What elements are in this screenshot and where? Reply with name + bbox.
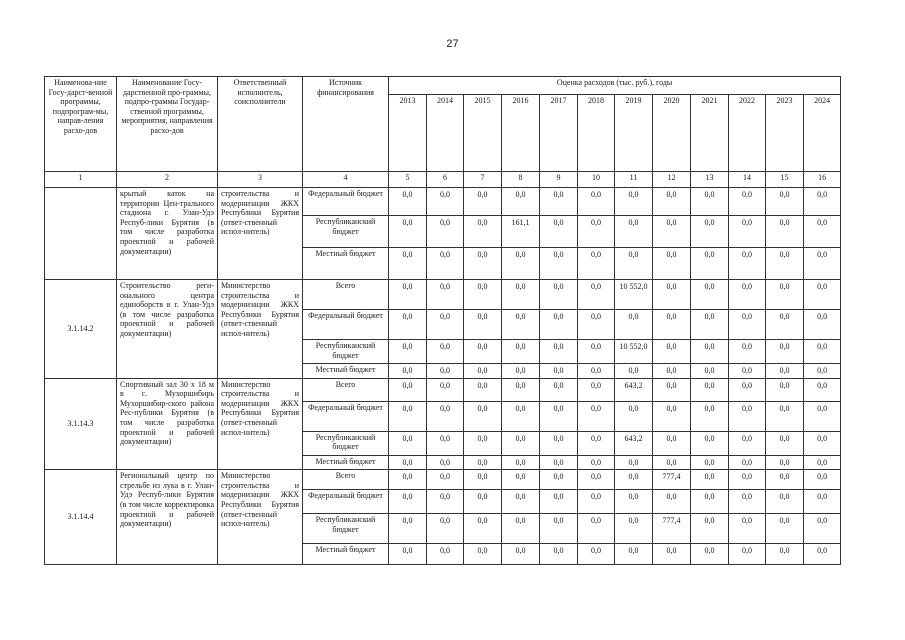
- expense-value: 0,0: [615, 490, 653, 514]
- expense-value: 0,0: [464, 431, 502, 455]
- expense-value: 0,0: [691, 216, 729, 248]
- expense-value: 0,0: [464, 544, 502, 565]
- expense-value: 161,1: [502, 216, 540, 248]
- expense-value: 0,0: [615, 364, 653, 379]
- column-index: 14: [729, 172, 766, 188]
- header-row: [45, 77, 841, 95]
- expense-value: 0,0: [389, 364, 427, 379]
- column-index: 12: [653, 172, 691, 188]
- expense-value: 0,0: [653, 216, 691, 248]
- expense-value: 0,0: [540, 340, 578, 364]
- expense-value: 0,0: [729, 280, 766, 310]
- expense-value: 0,0: [389, 310, 427, 340]
- event-name: Региональный центр по стрельбе из лука в г. Улан-Удэ Респуб-лики Бурятия (в том числе корректировка проектной и рабочей документации): [117, 470, 218, 565]
- expense-value: 0,0: [540, 470, 578, 490]
- column-index: 8: [502, 172, 540, 188]
- expense-value: 0,0: [729, 340, 766, 364]
- expense-value: 0,0: [502, 401, 540, 431]
- funding-source: Федеральный бюджет: [303, 490, 389, 514]
- expense-value: 0,0: [615, 401, 653, 431]
- column-index-row: [45, 172, 841, 188]
- event-name: Спортивный зал 30 х 18 м в с. Мухоршибирь Мухоршибир-ского района Рес-публики Бурятия (в том числе разработка проектной и рабочей документации): [117, 378, 218, 470]
- expense-value: 0,0: [427, 455, 464, 470]
- expense-value: 0,0: [766, 340, 804, 364]
- header-event-name: Наименование Госу-дарственной про-граммы, подпро-граммы Государ-ственной программы, мероприятия, направления расхо-дов: [117, 77, 218, 172]
- expense-value: 0,0: [427, 248, 464, 280]
- expense-value: 0,0: [578, 280, 615, 310]
- expense-value: 0,0: [804, 216, 841, 248]
- expense-value: 0,0: [729, 431, 766, 455]
- expense-value: 0,0: [729, 470, 766, 490]
- expense-value: 0,0: [615, 248, 653, 280]
- expense-value: 0,0: [578, 216, 615, 248]
- expense-value: 0,0: [766, 280, 804, 310]
- expense-value: 0,0: [427, 514, 464, 544]
- expense-value: 0,0: [389, 490, 427, 514]
- expense-value: 0,0: [766, 310, 804, 340]
- column-index: 13: [691, 172, 729, 188]
- expense-value: 0,0: [540, 401, 578, 431]
- funding-source: Местный бюджет: [303, 248, 389, 280]
- expense-value: 0,0: [578, 544, 615, 565]
- expense-value: 0,0: [502, 455, 540, 470]
- table-row: [45, 280, 841, 310]
- expense-value: 0,0: [691, 431, 729, 455]
- expense-value: 0,0: [540, 378, 578, 401]
- expense-value: 0,0: [766, 216, 804, 248]
- event-name: крытый каток на территории Цен-трального стадиона г. Улан-Удэ Респуб-лики Бурятия (в том числе разработка проектной и рабочей документации): [117, 188, 218, 280]
- expense-value: 0,0: [766, 544, 804, 565]
- expense-value: 0,0: [804, 470, 841, 490]
- funding-source: Республиканский бюджет: [303, 340, 389, 364]
- expense-value: 0,0: [464, 470, 502, 490]
- expense-value: 0,0: [427, 378, 464, 401]
- expense-value: 0,0: [653, 455, 691, 470]
- expense-value: 0,0: [464, 514, 502, 544]
- expense-value: 0,0: [578, 310, 615, 340]
- expense-value: 0,0: [540, 310, 578, 340]
- event-code: 3.1.14.3: [45, 378, 117, 470]
- expense-value: 0,0: [729, 490, 766, 514]
- funding-source: Местный бюджет: [303, 364, 389, 379]
- header-funding-source: Источник финансирования: [303, 77, 389, 172]
- expense-value: 0,0: [427, 364, 464, 379]
- expense-value: 777,4: [653, 514, 691, 544]
- expense-value: 0,0: [691, 490, 729, 514]
- expense-value: 0,0: [502, 470, 540, 490]
- expense-value: 0,0: [766, 431, 804, 455]
- header-year: 2020: [653, 95, 691, 172]
- expense-value: 0,0: [729, 248, 766, 280]
- expense-value: 777,4: [653, 470, 691, 490]
- header-year: 2015: [464, 95, 502, 172]
- expense-value: 0,0: [389, 378, 427, 401]
- expense-value: 0,0: [804, 514, 841, 544]
- expense-value: 0,0: [729, 310, 766, 340]
- expense-value: 0,0: [427, 401, 464, 431]
- expense-value: 0,0: [578, 431, 615, 455]
- expense-value: 0,0: [691, 310, 729, 340]
- header-expense-estimate: Оценка расходов (тыс. руб.), годы: [389, 77, 841, 95]
- expense-value: 10 552,0: [615, 280, 653, 310]
- expense-value: 0,0: [804, 188, 841, 216]
- header-year: 2017: [540, 95, 578, 172]
- expense-value: 10 552,0: [615, 340, 653, 364]
- header-year: 2014: [427, 95, 464, 172]
- expense-value: 0,0: [578, 340, 615, 364]
- expense-value: 0,0: [427, 280, 464, 310]
- funding-source: Всего: [303, 470, 389, 490]
- expense-value: 0,0: [540, 364, 578, 379]
- expense-value: 0,0: [427, 340, 464, 364]
- expense-value: 0,0: [578, 470, 615, 490]
- header-year: 2024: [804, 95, 841, 172]
- expense-value: 0,0: [691, 280, 729, 310]
- expense-value: 0,0: [691, 340, 729, 364]
- expense-value: 0,0: [427, 470, 464, 490]
- funding-source: Федеральный бюджет: [303, 188, 389, 216]
- column-index: 3: [218, 172, 303, 188]
- expense-value: 0,0: [729, 455, 766, 470]
- expense-value: 0,0: [389, 340, 427, 364]
- column-index: 1: [45, 172, 117, 188]
- expense-value: 0,0: [766, 378, 804, 401]
- expense-value: 0,0: [691, 470, 729, 490]
- table-body: [45, 77, 841, 565]
- expense-value: 643,2: [615, 431, 653, 455]
- expense-value: 0,0: [540, 544, 578, 565]
- expense-value: 0,0: [804, 401, 841, 431]
- expense-value: 0,0: [691, 188, 729, 216]
- expense-value: 0,0: [653, 401, 691, 431]
- expense-value: 643,2: [615, 378, 653, 401]
- expense-value: 0,0: [578, 455, 615, 470]
- header-year: 2023: [766, 95, 804, 172]
- expense-value: 0,0: [502, 340, 540, 364]
- expense-value: 0,0: [464, 401, 502, 431]
- expense-value: 0,0: [502, 490, 540, 514]
- expense-value: 0,0: [653, 378, 691, 401]
- expense-value: 0,0: [502, 248, 540, 280]
- expense-value: 0,0: [502, 514, 540, 544]
- expense-value: 0,0: [427, 216, 464, 248]
- page-number: 27: [446, 38, 459, 50]
- expense-value: 0,0: [804, 364, 841, 379]
- expense-value: 0,0: [464, 340, 502, 364]
- expense-value: 0,0: [540, 431, 578, 455]
- expense-value: 0,0: [615, 544, 653, 565]
- expense-value: 0,0: [502, 544, 540, 565]
- expense-value: 0,0: [427, 310, 464, 340]
- column-index: 7: [464, 172, 502, 188]
- expense-value: 0,0: [389, 514, 427, 544]
- header-executor: Ответственный исполнитель, соисполнители: [218, 77, 303, 172]
- funding-source: Федеральный бюджет: [303, 310, 389, 340]
- expense-value: 0,0: [502, 378, 540, 401]
- expense-value: 0,0: [653, 431, 691, 455]
- expense-value: 0,0: [729, 378, 766, 401]
- column-index: 16: [804, 172, 841, 188]
- expense-value: 0,0: [578, 378, 615, 401]
- table-row: [45, 470, 841, 490]
- column-index: 11: [615, 172, 653, 188]
- header-year: 2022: [729, 95, 766, 172]
- expense-value: 0,0: [502, 310, 540, 340]
- expense-value: 0,0: [804, 248, 841, 280]
- expense-value: 0,0: [427, 431, 464, 455]
- column-index: 4: [303, 172, 389, 188]
- expense-value: 0,0: [615, 514, 653, 544]
- expense-value: 0,0: [653, 364, 691, 379]
- column-index: 5: [389, 172, 427, 188]
- expense-value: 0,0: [578, 364, 615, 379]
- header-year: 2021: [691, 95, 729, 172]
- expense-value: 0,0: [578, 248, 615, 280]
- expense-value: 0,0: [653, 280, 691, 310]
- expense-value: 0,0: [766, 490, 804, 514]
- expense-value: 0,0: [540, 216, 578, 248]
- expense-value: 0,0: [540, 188, 578, 216]
- event-executor: Министерство строительства и модернизации ЖКХ Республики Бурятия (ответ-ственный испол-нитель): [218, 280, 303, 379]
- event-executor: Министерство строительства и модернизации ЖКХ Республики Бурятия (ответ-ственный испол-нитель): [218, 378, 303, 470]
- event-executor: строительства и модернизации ЖКХ Республики Бурятия (ответ-ственный испол-нитель): [218, 188, 303, 280]
- expense-value: 0,0: [691, 455, 729, 470]
- expense-value: 0,0: [729, 364, 766, 379]
- expense-value: 0,0: [653, 248, 691, 280]
- funding-source: Республиканский бюджет: [303, 514, 389, 544]
- expense-value: 0,0: [427, 490, 464, 514]
- expense-value: 0,0: [578, 490, 615, 514]
- expense-value: 0,0: [389, 455, 427, 470]
- expense-value: 0,0: [389, 431, 427, 455]
- expense-value: 0,0: [389, 188, 427, 216]
- expense-value: 0,0: [464, 364, 502, 379]
- expense-value: 0,0: [464, 490, 502, 514]
- expense-value: 0,0: [578, 401, 615, 431]
- header-year: 2016: [502, 95, 540, 172]
- column-index: 6: [427, 172, 464, 188]
- funding-source: Федеральный бюджет: [303, 401, 389, 431]
- column-index: 9: [540, 172, 578, 188]
- expense-value: 0,0: [540, 455, 578, 470]
- expense-value: 0,0: [502, 364, 540, 379]
- header-year: 2019: [615, 95, 653, 172]
- expense-value: 0,0: [691, 378, 729, 401]
- funding-source: Местный бюджет: [303, 455, 389, 470]
- expense-value: 0,0: [729, 216, 766, 248]
- funding-source: Всего: [303, 280, 389, 310]
- expense-value: 0,0: [804, 544, 841, 565]
- expense-value: 0,0: [502, 188, 540, 216]
- event-code: 3.1.14.2: [45, 280, 117, 379]
- expense-value: 0,0: [615, 310, 653, 340]
- expense-value: 0,0: [427, 544, 464, 565]
- budget-table: [44, 76, 841, 565]
- expense-value: 0,0: [464, 455, 502, 470]
- expense-value: 0,0: [691, 364, 729, 379]
- expense-value: 0,0: [389, 216, 427, 248]
- expense-value: 0,0: [691, 514, 729, 544]
- expense-value: 0,0: [804, 455, 841, 470]
- expense-value: 0,0: [502, 431, 540, 455]
- expense-value: 0,0: [729, 514, 766, 544]
- event-code: [45, 188, 117, 280]
- expense-value: 0,0: [578, 188, 615, 216]
- expense-value: 0,0: [766, 248, 804, 280]
- expense-value: 0,0: [691, 544, 729, 565]
- expense-value: 0,0: [464, 378, 502, 401]
- column-index: 15: [766, 172, 804, 188]
- expense-value: 0,0: [540, 490, 578, 514]
- funding-source: Всего: [303, 378, 389, 401]
- expense-value: 0,0: [804, 280, 841, 310]
- expense-value: 0,0: [653, 340, 691, 364]
- expense-value: 0,0: [389, 248, 427, 280]
- expense-value: 0,0: [540, 280, 578, 310]
- expense-value: 0,0: [389, 401, 427, 431]
- expense-value: 0,0: [766, 188, 804, 216]
- event-name: Строительство реги-онального центра единоборств в г. Улан-Удэ (в том числе разработка проектной и рабочей документации): [117, 280, 218, 379]
- table-row: [45, 378, 841, 401]
- expense-value: 0,0: [653, 544, 691, 565]
- expense-value: 0,0: [389, 280, 427, 310]
- expense-value: 0,0: [540, 248, 578, 280]
- column-index: 2: [117, 172, 218, 188]
- expense-value: 0,0: [464, 248, 502, 280]
- expense-value: 0,0: [427, 188, 464, 216]
- expense-value: 0,0: [653, 310, 691, 340]
- expense-value: 0,0: [502, 280, 540, 310]
- event-executor: Министерство строительства и модернизации ЖКХ Республики Бурятия (ответ-ственный испол-нитель): [218, 470, 303, 565]
- expense-value: 0,0: [464, 188, 502, 216]
- expense-value: 0,0: [653, 490, 691, 514]
- header-year: 2013: [389, 95, 427, 172]
- expense-value: 0,0: [766, 364, 804, 379]
- table-row: [45, 188, 841, 216]
- expense-value: 0,0: [615, 216, 653, 248]
- expense-value: 0,0: [464, 280, 502, 310]
- expense-value: 0,0: [766, 401, 804, 431]
- expense-value: 0,0: [766, 470, 804, 490]
- expense-value: 0,0: [766, 514, 804, 544]
- expense-value: 0,0: [691, 401, 729, 431]
- funding-source: Местный бюджет: [303, 544, 389, 565]
- event-code: 3.1.14.4: [45, 470, 117, 565]
- expense-value: 0,0: [615, 470, 653, 490]
- expense-value: 0,0: [691, 248, 729, 280]
- header-year: 2018: [578, 95, 615, 172]
- expense-value: 0,0: [729, 544, 766, 565]
- expense-value: 0,0: [578, 514, 615, 544]
- expense-value: 0,0: [804, 431, 841, 455]
- expense-value: 0,0: [615, 188, 653, 216]
- expense-value: 0,0: [804, 310, 841, 340]
- expense-value: 0,0: [615, 455, 653, 470]
- expense-value: 0,0: [389, 544, 427, 565]
- expense-value: 0,0: [804, 378, 841, 401]
- expense-value: 0,0: [389, 470, 427, 490]
- funding-source: Республиканский бюджет: [303, 216, 389, 248]
- expense-value: 0,0: [804, 340, 841, 364]
- expense-value: 0,0: [464, 216, 502, 248]
- expense-value: 0,0: [653, 188, 691, 216]
- expense-value: 0,0: [540, 514, 578, 544]
- expense-value: 0,0: [464, 310, 502, 340]
- expense-value: 0,0: [766, 455, 804, 470]
- header-program-name: Наименова-ние Госу-дарст-венной программы, подпрограм-мы, направ-ления расхо-дов: [45, 77, 117, 172]
- expense-value: 0,0: [729, 188, 766, 216]
- column-index: 10: [578, 172, 615, 188]
- expense-value: 0,0: [729, 401, 766, 431]
- expense-value: 0,0: [804, 490, 841, 514]
- funding-source: Республиканский бюджет: [303, 431, 389, 455]
